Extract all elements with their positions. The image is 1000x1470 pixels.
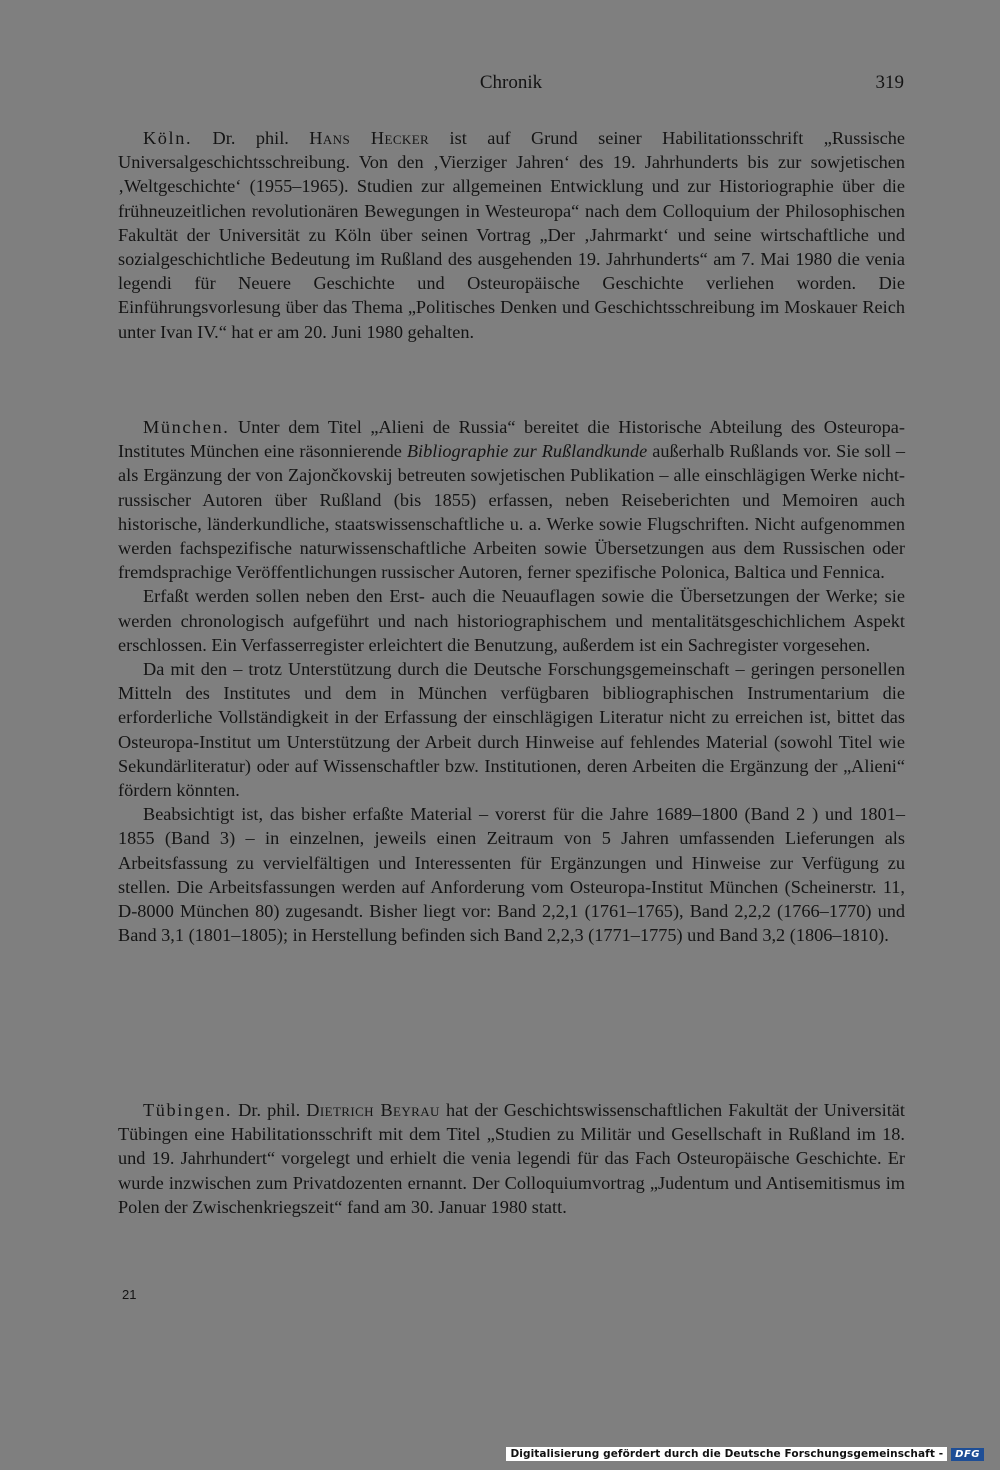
digitization-footer (506, 1445, 984, 1463)
text-run: Unter dem Titel „Alieni de Russia“ bereitet die Historische Abteilung des Osteuropa-Institutes München eine räsonnierende (118, 417, 905, 462)
place-heading: Köln. (143, 128, 193, 148)
place-heading: München. (143, 417, 230, 437)
paragraph: Erfaßt werden sollen neben den Erst- auch die Neuauflagen sowie die Übersetzungen der Werke; sie werden chronologisch aufgeführt und nach historiographischem und mentalitätsgeschichlichem Aspekt erschlossen. Ein Verfasserregister erleichtert die Benutzung, außerdem ist ein Sachregister vorgesehen. (118, 586, 905, 655)
section-koeln (118, 126, 905, 344)
dfg-logo-icon: DFG (951, 1448, 984, 1461)
italic-title: Bibliographie zur Rußlandkunde (406, 441, 648, 462)
signature-mark: 21 (122, 1287, 137, 1302)
footer-text: Digitalisierung gefördert durch die Deutsche Forschungsgemeinschaft - (506, 1447, 947, 1461)
person-name: Hans Hecker (309, 128, 430, 148)
paragraph (118, 126, 905, 344)
paragraph (118, 1098, 905, 1219)
page-number: 319 (875, 72, 904, 93)
section-tuebingen (118, 1098, 905, 1219)
paragraph: Beabsichtigt ist, das bisher erfaßte Material – vorerst für die Jahre 1689–1800 (Band 2 ) und 1801–1855 (Band 3) – in einzelnen, jeweils einen Zeitraum von 5 Jahren umfassenden Lieferungen als Arbeitsfassung zu vervielfältigen und Interessenten für Ergänzungen und Hinweise zur Verfügung zu stellen. Die Arbeitsfassungen werden auf Anforderung vom Osteuropa-Institut München (Scheinerstr. 11, D-8000 München 80) zugesandt. Bisher liegt vor: Band 2,2,1 (1761–1765), Band 2,2,2 (1766–1770) und Band 3,1 (1801–1805); in Herstellung befinden sich Band 2,2,3 (1771–1775) und Band 3,2 (1806–1810). (118, 804, 905, 946)
text-run: ist auf Grund seiner Habilitationsschrift „Russische Universalgeschichtsschreibung. Von den ‚Vierziger Jahren‘ des 19. Jahrhunderts bis zur sowjetischen ‚Weltgeschichte‘ (1955–1965). Studien zur allgemeinen Entwicklung und zur Historiographie über die frühneuzeitlichen revolutionären Bewegungen in Westeuropa“ nach dem Colloquium der Philosophischen Fakultät der Universität zu Köln über seinen Vortrag „Der ‚Jahrmarkt‘ und seine wirtschaftliche und sozialgeschichtliche Bedeutung im Rußland des ausgehenden 19. Jahrhunderts“ am 7. Mai 1980 die venia legendi für Neuere Geschichte und Osteuropäische Geschichte verliehen worden. Die Einführungsvorlesung über das Thema „Politisches Denken und Geschichtsschreibung im Moskauer Reich unter Ivan IV.“ hat er am 20. Juni 1980 gehalten. (118, 128, 905, 342)
text-run: Dr. phil. (232, 1100, 307, 1120)
section-muenchen (118, 415, 905, 947)
paragraph: Da mit den – trotz Unterstützung durch die Deutsche Forschungsgemeinschaft – geringen personellen Mitteln des Institutes und dem in München verfügbaren bibliographischen Instrumentarium die erforderliche Vollständigkeit in der Erfassung der einschlägigen Literatur nicht zu erreichen ist, bittet das Osteuropa-Institut um Unterstützung der Arbeit durch Hinweise auf fehlendes Material (sowohl Titel wie Sekundärliteratur) oder auf Wissenschaftler bzw. Institutionen, deren Arbeiten die Ergänzung der „Alieni“ fördern könnten. (118, 659, 905, 801)
paragraph (118, 415, 905, 584)
text-run: Dr. phil. (192, 128, 310, 148)
place-heading: Tübingen. (143, 1100, 233, 1120)
person-name: Dietrich Beyrau (306, 1100, 440, 1120)
running-head (118, 72, 904, 100)
running-head-title: Chronik (479, 72, 543, 93)
text-run: hat der Geschichtswissenschaftlichen Fakultät der Universität Tübingen eine Habilitationsschrift mit dem Titel „Studien zu Militär und Gesellschaft in Rußland im 18. und 19. Jahrhundert“ vorgelegt und erhielt die venia legendi für das Fach Osteuropäische Geschichte. Er wurde inzwischen zum Privatdozenten ernannt. Der Colloquiumvortrag „Judentum und Antisemitismus im Polen der Zwischenkriegszeit“ fand am 30. Januar 1980 statt. (118, 1100, 905, 1217)
text-run: außerhalb Rußlands vor. Sie soll – als Ergänzung der von Zajončkovskij betreuten sowjetischen Publikation – alle einschlägigen Werke nicht-russischer Autoren über Rußland (bis 1855) erfassen, neben Reiseberichten und Memoiren auch historische, länderkundliche, staatswissenschaftliche u. a. Werke sowie Flugschriften. Nicht aufgenommen werden fachspezifische naturwissenschaftliche Arbeiten sowie Übersetzungen aus dem Russischen oder fremdsprachige Veröffentlichungen russischer Autoren, ferner spezifische Polonica, Baltica und Fennica. (118, 441, 905, 583)
